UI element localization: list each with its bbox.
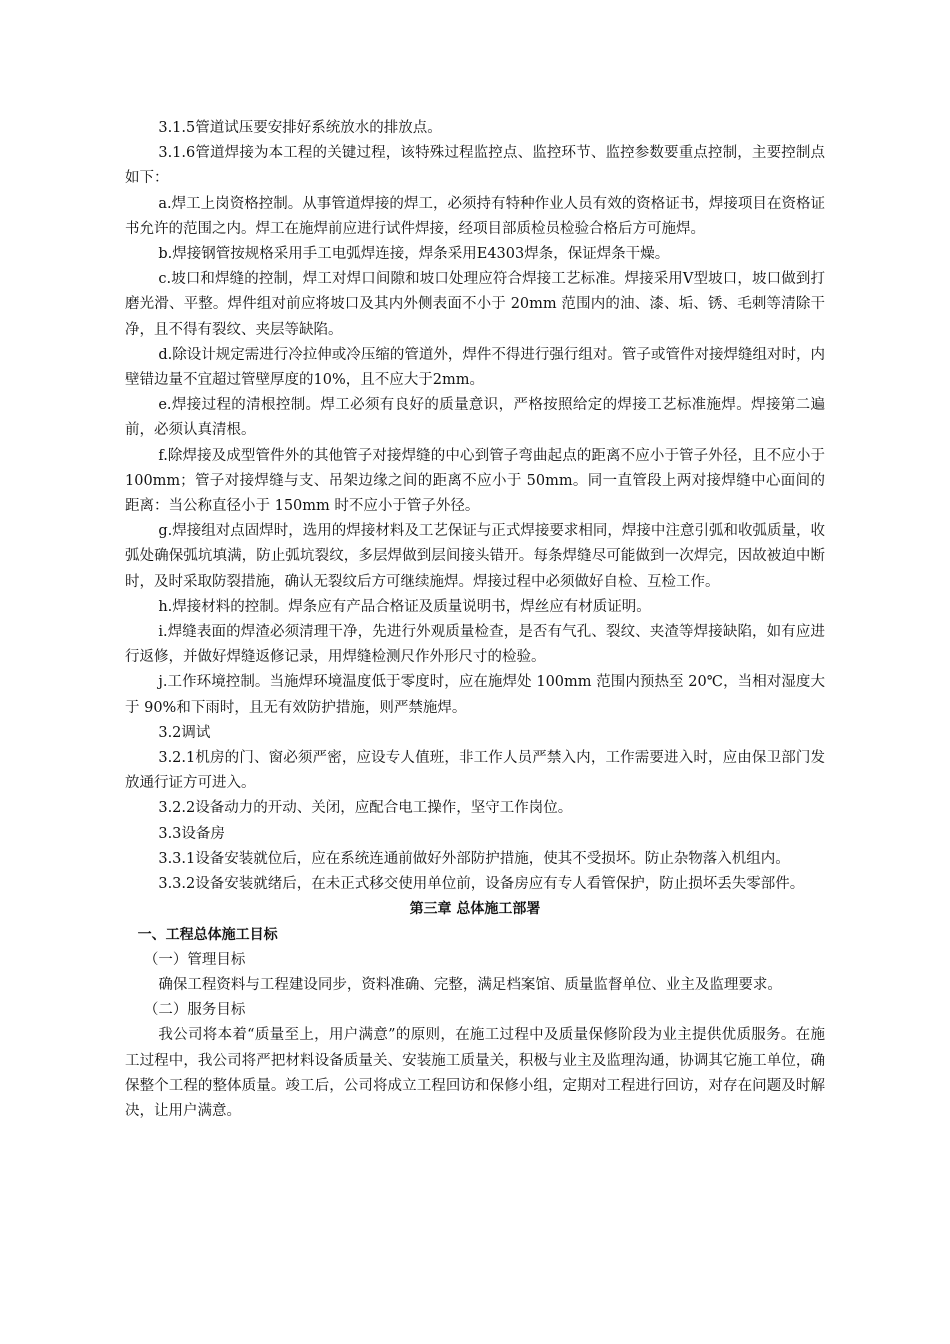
management-text: 确保工程资料与工程建设同步，资料准确、完整，满足档案馆、质量监督单位、业主及监理要求。 bbox=[158, 976, 782, 993]
paragraph-item-f: f.除焊接及成型管件外的其他管子对接焊缝的中心到管子弯曲起点的距离不应小于管子外径，且不应小于 100mm；管子对接焊缝与支、吊架边缘之间的距离不应小于 50mm。同一直管段上两对接焊缝中心面间的距离：当公称直径小于 150mm 时不应小于管子外径。 bbox=[125, 447, 825, 515]
heading-3-2: 3.2调试 bbox=[158, 724, 211, 741]
heading-3-3: 3.3设备房 bbox=[158, 825, 225, 842]
paragraph-3-3-2: 3.3.2设备安装就绪后，在未正式移交使用单位前，设备房应有专人看管保护，防止损坏丢失零部件。 bbox=[158, 876, 805, 893]
paragraph-item-e: e.焊接过程的清根控制。焊工必须有良好的质量意识，严格按照给定的焊接工艺标准施焊。焊接第二遍前，必须认真清根。 bbox=[125, 397, 825, 439]
paragraph-item-g: g.焊接组对点固焊时，选用的焊接材料及工艺保证与正式焊接要求相同，焊接中注意引弧和收弧质量，收弧处确保弧坑填满，防止弧坑裂纹，多层焊做到层间接头错开。每条焊缝尽可能做到一次焊完，因故被迫中断时，及时采取防裂措施，确认无裂纹后方可继续施焊。焊接过程中必须做好自检、互检工作。 bbox=[125, 523, 825, 590]
management-heading: （一）管理目标 bbox=[143, 951, 246, 968]
service-heading: （二）服务目标 bbox=[143, 1002, 246, 1019]
paragraph-3-2-1: 3.2.1机房的门、窗必须严密，应设专人值班，非工作人员严禁入内，工作需要进入时，应由保卫部门发放通行证方可进入。 bbox=[125, 750, 825, 792]
paragraph-item-j: j.工作环境控制。当施焊环境温度低于零度时，应在施焊处 100mm 范围内预热至 20℃，当相对湿度大于 90%和下雨时，且无有效防护措施，则严禁施焊。 bbox=[125, 674, 825, 716]
document-body bbox=[125, 116, 825, 1124]
paragraph-3-2-2: 3.2.2设备动力的开动、关闭，应配合电工操作，坚守工作岗位。 bbox=[158, 800, 573, 817]
paragraph-item-c: c.坡口和焊缝的控制，焊工对焊口间隙和坡口处理应符合焊接工艺标准。焊接采用Ⅴ型坡口，坡口做到打磨光滑、平整。焊件组对前应将坡口及其内外侧表面不小于 20mm 范围内的油、漆、垢、锈、毛刺等清除干净，且不得有裂纹、夹层等缺陷。 bbox=[125, 271, 825, 338]
paragraph-item-d: d.除设计规定需进行冷拉伸或冷压缩的管道外，焊件不得进行强行组对。管子或管件对接焊缝组对时，内壁错边量不宜超过管壁厚度的10%，且不应大于2mm。 bbox=[125, 346, 825, 389]
paragraph-3-1-6: 3.1.6管道焊接为本工程的关键过程，该特殊过程监控点、监控环节、监控参数要重点控制，主要控制点如下： bbox=[125, 145, 825, 187]
paragraph-3-1-5: 3.1.5管道试压要安排好系统放水的排放点。 bbox=[158, 120, 442, 136]
paragraph-item-h: h.焊接材料的控制。焊条应有产品合格证及质量说明书，焊丝应有材质证明。 bbox=[158, 598, 651, 615]
chapter-title: 第三章 总体施工部署 bbox=[409, 901, 541, 918]
section-title: 一、工程总体施工目标 bbox=[137, 926, 278, 943]
paragraph-item-a: a.焊工上岗资格控制。从事管道焊接的焊工，必须持有特种作业人员有效的资格证书，焊接项目在资格证书允许的范围之内。焊工在施焊前应进行试件焊接，经项目部质检员检验合格后方可施焊。 bbox=[125, 195, 825, 237]
paragraph-item-b: b.焊接钢管按规格采用手工电弧焊连接，焊条采用E4303焊条，保证焊条干燥。 bbox=[158, 246, 670, 263]
paragraph-item-i: i.焊缝表面的焊渣必须清理干净，先进行外观质量检查，是否有气孔、裂纹、夹渣等焊接缺陷，如有应进行返修，并做好焊缝返修记录，用焊缝检测尺作外形尺寸的检验。 bbox=[125, 624, 825, 666]
paragraph-3-3-1: 3.3.1设备安装就位后，应在系统连通前做好外部防护措施，使其不受损坏。防止杂物落入机组内。 bbox=[158, 850, 790, 867]
service-text: 我公司将本着“质量至上，用户满意”的原则，在施工过程中及质量保修阶段为业主提供优质服务。在施工过程中，我公司将严把材料设备质量关、安装施工质量关，积极与业主及监理沟通，协调其它施工单位，确保整个工程的整体质量。竣工后，公司将成立工程回访和保修小组，定期对工程进行回访，对存在问题及时解决，让用户满意。 bbox=[125, 1027, 825, 1119]
